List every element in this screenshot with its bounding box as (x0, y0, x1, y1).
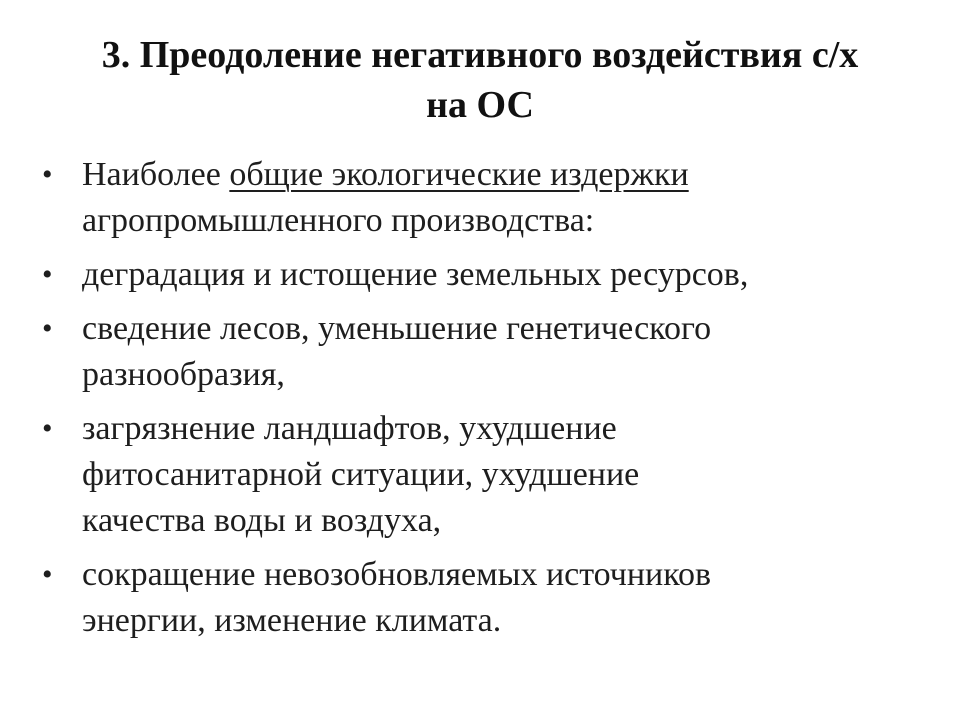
bullet-dot-icon: • (42, 412, 53, 445)
bullet-list (40, 152, 940, 652)
bullet-item-4 (40, 406, 940, 544)
bullet-item-2 (40, 252, 940, 298)
bullet-item-4-line-1: загрязнение ландшафтов, ухудшение (82, 410, 617, 447)
bullet-item-1-line-2: агропромышленного производства: (82, 202, 595, 239)
bullet-item-1-underlined: общие экологические издержки (229, 156, 689, 193)
bullet-item-5 (40, 552, 940, 644)
slide-title (40, 30, 920, 130)
slide-title-line-2: на ОС (426, 84, 534, 126)
bullet-item-5-line-2: энергии, изменение климата. (82, 602, 502, 639)
bullet-item-1-line-1 (82, 152, 940, 198)
bullet-item-3-line-1: сведение лесов, уменьшение генетического (82, 310, 712, 347)
bullet-item-1 (40, 152, 940, 244)
slide-title-line-1: 3. Преодоление негативного воздействия с/х (101, 34, 859, 76)
bullet-item-2-line-1: деградация и истощение земельных ресурсов, (82, 256, 749, 293)
bullet-dot-icon: • (42, 312, 53, 345)
bullet-dot-icon: • (42, 558, 53, 591)
bullet-item-4-line-3: качества воды и воздуха, (82, 502, 442, 539)
bullet-item-1-prefix: Наиболее (82, 156, 230, 193)
bullet-item-5-line-1: сокращение невозобновляемых источников (82, 556, 712, 593)
bullet-dot-icon: • (42, 258, 53, 291)
bullet-dot-icon: • (42, 158, 53, 191)
bullet-item-3 (40, 306, 940, 398)
bullet-item-4-line-2: фитосанитарной ситуации, ухудшение (82, 456, 640, 493)
bullet-item-3-line-2: разнообразия, (82, 356, 285, 393)
